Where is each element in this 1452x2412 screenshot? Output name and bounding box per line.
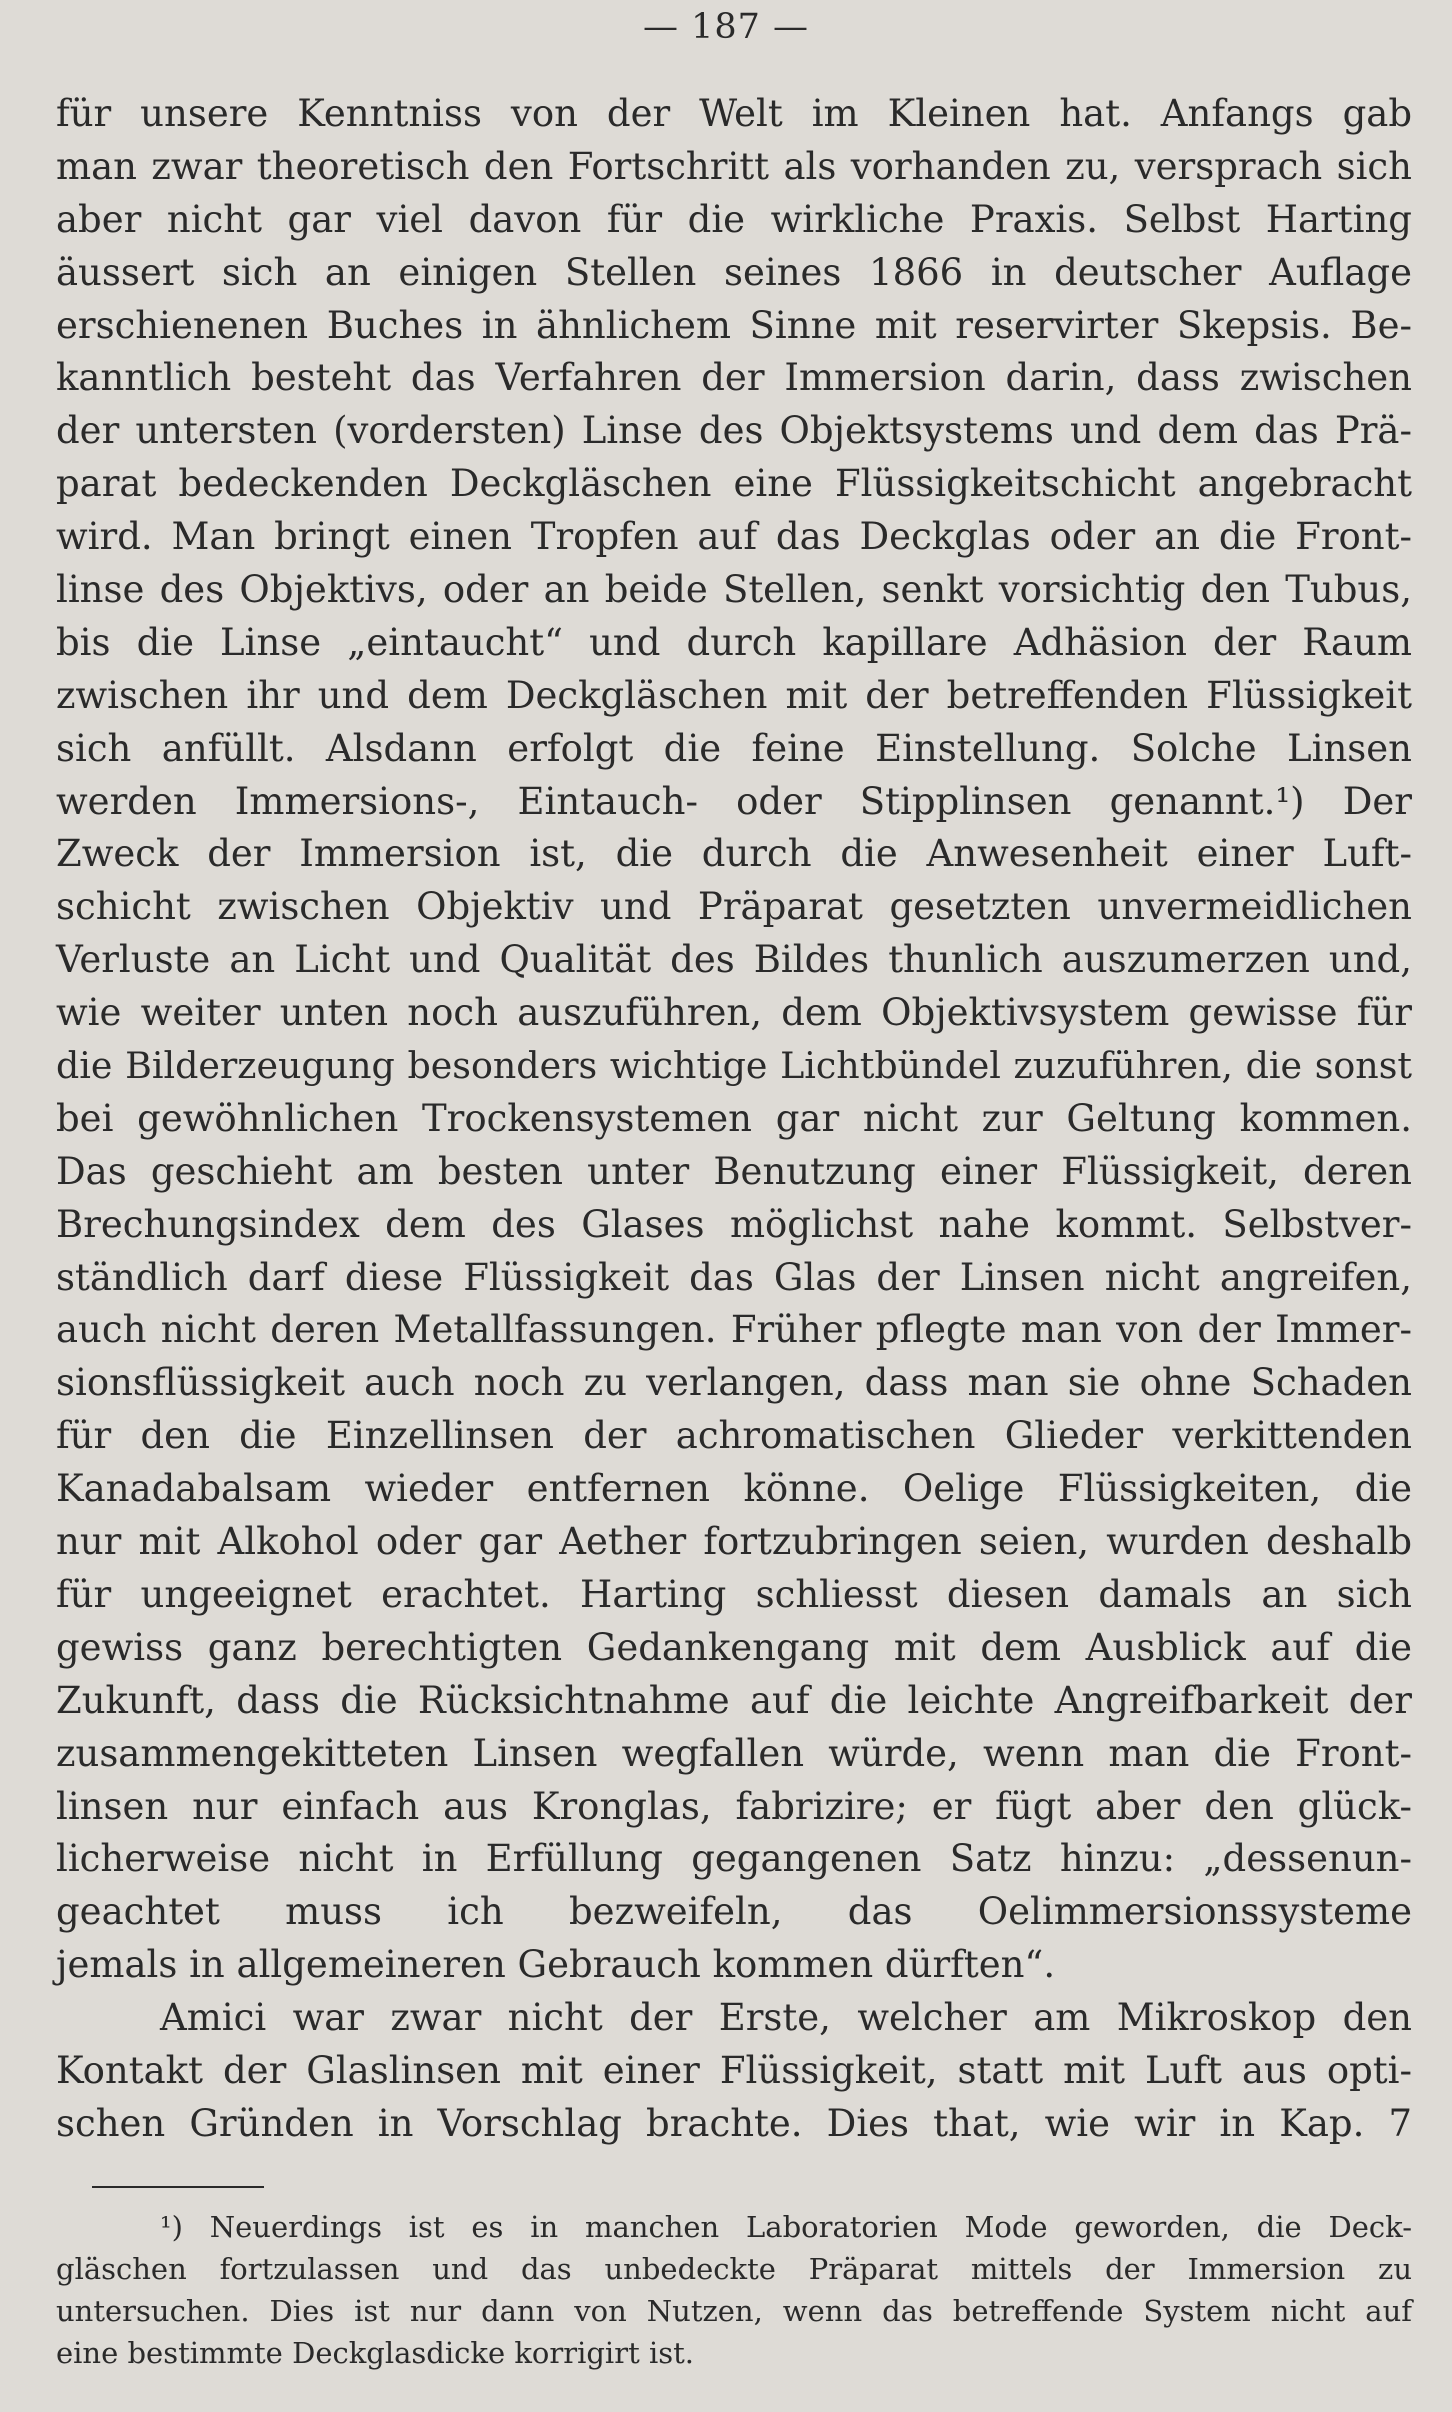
footnote-line: ¹) Neuerdings ist es in manchen Laboratorien Mode geworden, die Deck- [160,2210,1412,2244]
body-line: parat bedeckenden Deckgläschen eine Flüssigkeitschicht angebracht [56,462,1412,506]
body-line: jemals in allgemeineren Gebrauch kommen dürften“. [56,1943,1056,1987]
body-line: auch nicht deren Metallfassungen. Früher pflegte man von der Immer- [56,1308,1412,1352]
body-line: kanntlich besteht das Verfahren der Immersion darin, dass zwischen [56,356,1412,400]
body-line: schicht zwischen Objektiv und Präparat gesetzten unvermeidlichen [56,885,1412,929]
body-line: Zukunft, dass die Rücksichtnahme auf die leichte Angreifbarkeit der [56,1678,1412,1722]
body-line: für unsere Kenntniss von der Welt im Kleinen hat. Anfangs gab [56,92,1412,135]
body-line: die Bilderzeugung besonders wichtige Lichtbündel zuzuführen, die sonst [56,1044,1412,1088]
footnote-line: eine bestimmte Deckglasdicke korrigirt ist. [56,2336,694,2370]
body-line: werden Immersions-, Eintauch- oder Stipplinsen genannt.¹) Der [56,779,1412,823]
body-line: wie weiter unten noch auszuführen, dem Objektivsystem gewisse für [56,991,1412,1035]
body-line: Verluste an Licht und Qualität des Bildes thunlich auszumerzen und, [56,938,1412,982]
body-line: gewiss ganz berechtigten Gedankengang mit dem Ausblick auf die [56,1625,1412,1669]
page-number-header: — 187 — [642,7,810,47]
body-line: linse des Objektivs, oder an beide Stellen, senkt vorsichtig den Tubus, [56,568,1412,612]
body-line: Brechungsindex dem des Glases möglichst nahe kommt. Selbstver- [56,1202,1412,1246]
body-line: Kontakt der Glaslinsen mit einer Flüssigkeit, statt mit Luft aus opti- [56,2048,1412,2092]
footnote-divider [92,2186,264,2188]
body-line: linsen nur einfach aus Kronglas, fabrizire; er fügt aber den glück- [56,1784,1412,1828]
body-line: geachtet muss ich bezweifeln, das Oelimmersionssysteme [56,1890,1412,1934]
body-line: Das geschieht am besten unter Benutzung einer Flüssigkeit, deren [56,1149,1412,1193]
body-line: äussert sich an einigen Stellen seines 1866 in deutscher Auflage [56,250,1412,294]
body-line: ständlich darf diese Flüssigkeit das Glas der Linsen nicht angreifen, [56,1255,1412,1299]
body-line: für den die Einzellinsen der achromatischen Glieder verkittenden [56,1414,1412,1458]
body-line: aber nicht gar viel davon für die wirkliche Praxis. Selbst Harting [56,197,1412,241]
footnote-line: untersuchen. Dies ist nur dann von Nutzen, wenn das betreffende System nicht auf [56,2294,1412,2328]
body-line: bis die Linse „eintaucht“ und durch kapillare Adhäsion der Raum [56,620,1412,664]
body-line: Amici war zwar nicht der Erste, welcher am Mikroskop den [160,1996,1412,2040]
body-line: für ungeeignet erachtet. Harting schliesst diesen damals an sich [56,1572,1412,1616]
body-text [56,88,1412,2151]
body-line: der untersten (vordersten) Linse des Objektsystems und dem das Prä- [56,409,1412,453]
body-line: sich anfüllt. Alsdann erfolgt die feine Einstellung. Solche Linsen [56,726,1412,770]
footnote-line: gläschen fortzulassen und das unbedeckte Präparat mittels der Immersion zu [56,2252,1412,2286]
body-line: Zweck der Immersion ist, die durch die Anwesenheit einer Luft- [56,832,1412,876]
body-line: sionsflüssigkeit auch noch zu verlangen, dass man sie ohne Schaden [56,1361,1412,1405]
body-line: Kanadabalsam wieder entfernen könne. Oelige Flüssigkeiten, die [56,1467,1412,1511]
body-line: licherweise nicht in Erfüllung gegangenen Satz hinzu: „dessenun- [56,1837,1412,1881]
footnotes [56,2206,1412,2374]
body-line: bei gewöhnlichen Trockensystemen gar nicht zur Geltung kommen. [56,1096,1412,1140]
body-line: wird. Man bringt einen Tropfen auf das Deckglas oder an die Front- [56,515,1412,559]
body-line: man zwar theoretisch den Fortschritt als vorhanden zu, versprach sich [56,144,1412,188]
body-line: nur mit Alkohol oder gar Aether fortzubringen seien, wurden deshalb [56,1520,1412,1564]
body-line: schen Gründen in Vorschlag brachte. Dies that, wie wir in Kap. 7 [56,2101,1412,2145]
body-line: zusammengekitteten Linsen wegfallen würde, wenn man die Front- [56,1731,1412,1775]
body-line: erschienenen Buches in ähnlichem Sinne mit reservirter Skepsis. Be- [56,303,1412,347]
body-line: zwischen ihr und dem Deckgläschen mit der betreffenden Flüssigkeit [56,673,1412,717]
